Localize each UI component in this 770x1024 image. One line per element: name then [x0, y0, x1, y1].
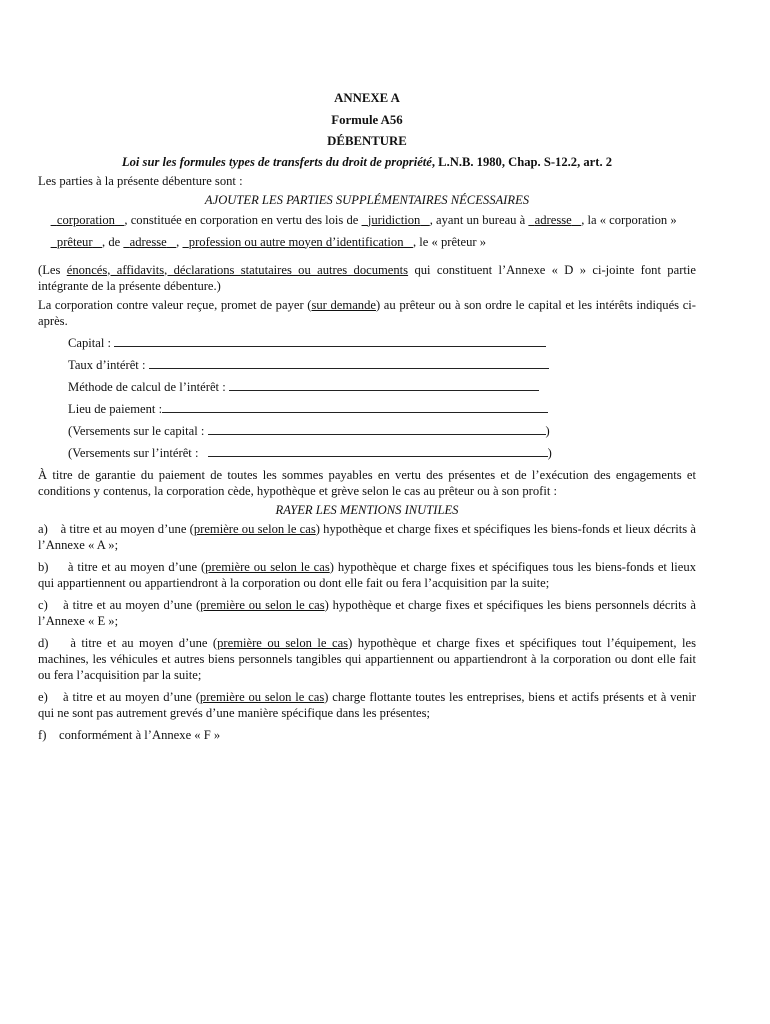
clause-e: e) à titre et au moyen d’une (première ou selon le cas) charge flottante toutes les entreprises, biens et actifs présents et à venir qui ne sont pas autrement grevés d’une manière spécifique dans les présentes;: [38, 689, 696, 720]
field-payment-place: [68, 398, 696, 420]
form-number: Formule A56: [331, 112, 403, 127]
corporation-blank[interactable]: corporation: [56, 212, 115, 227]
calc-method-input[interactable]: [229, 378, 539, 391]
lender-blank[interactable]: prêteur: [56, 234, 93, 249]
corporation-address-blank[interactable]: adresse: [534, 212, 572, 227]
payment-fields: [68, 332, 696, 464]
strike-heading: RAYER LES MENTIONS INUTILES: [275, 502, 459, 517]
clause-f: f) conformément à l’Annexe « F »: [38, 727, 221, 742]
field-label: Capital :: [68, 335, 112, 350]
field-interest-rate: [68, 354, 696, 376]
law-citation: , L.N.B. 1980, Chap. S-12.2, art. 2: [431, 154, 613, 169]
law-title: Loi sur les formules types de transferts du droit de propriété: [121, 154, 432, 169]
field-label: Méthode de calcul de l’intérêt :: [68, 379, 226, 394]
clause-b: b) à titre et au moyen d’une (première ou selon le cas) hypothèque et charge fixes et spécifiques tous les biens-fonds et lieux qui appartiennent ou appartiendront à la corporation ou dont elle fait ou fera l’acquisition par la suite;: [38, 559, 696, 590]
rank-blank[interactable]: première ou selon le cas: [199, 689, 325, 704]
document-page: [38, 88, 696, 743]
rank-blank[interactable]: première ou selon le cas: [205, 559, 330, 574]
field-label: Taux d’intérêt :: [68, 357, 146, 372]
law-reference: [38, 154, 696, 170]
on-demand-blank[interactable]: sur demande: [311, 297, 376, 312]
lender-address-blank[interactable]: adresse: [129, 234, 167, 249]
capital-input[interactable]: [114, 334, 546, 347]
guarantee-paragraph: À titre de garantie du paiement de toutes les sommes payables en vertu des présentes et de l’exécution des engagements et conditions y contenus, la corporation cède, hypothèque et grève selon le cas au prêteur ou à son profit :: [38, 467, 696, 498]
text: , ayant un bureau à: [429, 212, 526, 227]
text: , le « prêteur »: [412, 234, 487, 249]
field-interest-installments: [68, 442, 696, 464]
add-parties-heading: AJOUTER LES PARTIES SUPPLÉMENTAIRES NÉCESSAIRES: [204, 192, 530, 207]
field-capital: [68, 332, 696, 354]
annex-heading: ANNEXE A: [334, 91, 400, 105]
party-lender-line: [38, 234, 696, 250]
clause-a: a) à titre et au moyen d’une (première ou selon le cas) hypothèque et charge fixes et spécifiques les biens-fonds et lieux décrits à l’Annexe « A »;: [38, 521, 696, 552]
field-label: Lieu de paiement :: [68, 401, 163, 416]
statements-paragraph: (Les énoncés, affidavits, déclarations statutaires ou autres documents qui constituent l’Annexe « D » ci-jointe font partie intégrante de la présente débenture.): [38, 262, 696, 293]
capital-installments-input[interactable]: [208, 422, 546, 435]
rank-blank[interactable]: première ou selon le cas: [200, 597, 325, 612]
document-title: DÉBENTURE: [327, 134, 407, 148]
field-label: (Versements sur le capital :: [68, 423, 205, 438]
field-suffix: ): [545, 423, 550, 438]
clause-d: d) à titre et au moyen d’une (première ou selon le cas) hypothèque et charge fixes et spécifiques tout l’équipement, les machines, les véhicules et autres biens personnels tangibles qui appartiennent ou appartiendront à la corporation ou dont elle fait ou fera l’acquisition par la suite;: [38, 635, 696, 682]
clause-list: [38, 521, 696, 743]
documents-blank[interactable]: énoncés, affidavits, déclarations statutaires ou autres documents: [66, 262, 409, 277]
profession-blank[interactable]: profession ou autre moyen d’identification: [188, 234, 404, 249]
interest-installments-input[interactable]: [208, 444, 548, 457]
jurisdiction-blank[interactable]: juridiction: [367, 212, 421, 227]
field-suffix: ): [547, 445, 552, 460]
parties-intro: Les parties à la présente débenture sont :: [38, 173, 243, 188]
field-capital-installments: [68, 420, 696, 442]
text: , la « corporation »: [581, 212, 677, 227]
field-label: (Versements sur l’intérêt :: [68, 445, 199, 460]
rank-blank[interactable]: première ou selon le cas: [193, 521, 316, 536]
interest-rate-input[interactable]: [149, 356, 549, 369]
text: ,: [176, 234, 180, 249]
promise-paragraph: La corporation contre valeur reçue, promet de payer (sur demande) au prêteur ou à son ordre le capital et les intérêts indiqués ci-après.: [38, 297, 696, 328]
text: , constituée en corporation en vertu des lois de: [124, 212, 359, 227]
text: , de: [102, 234, 121, 249]
payment-place-input[interactable]: [162, 400, 548, 413]
party-corporation-line: [38, 212, 696, 228]
clause-c: c) à titre et au moyen d’une (première ou selon le cas) hypothèque et charge fixes et spécifiques les biens personnels décrits à l’Annexe « E »;: [38, 597, 696, 628]
rank-blank[interactable]: première ou selon le cas: [217, 635, 349, 650]
field-calc-method: [68, 376, 696, 398]
